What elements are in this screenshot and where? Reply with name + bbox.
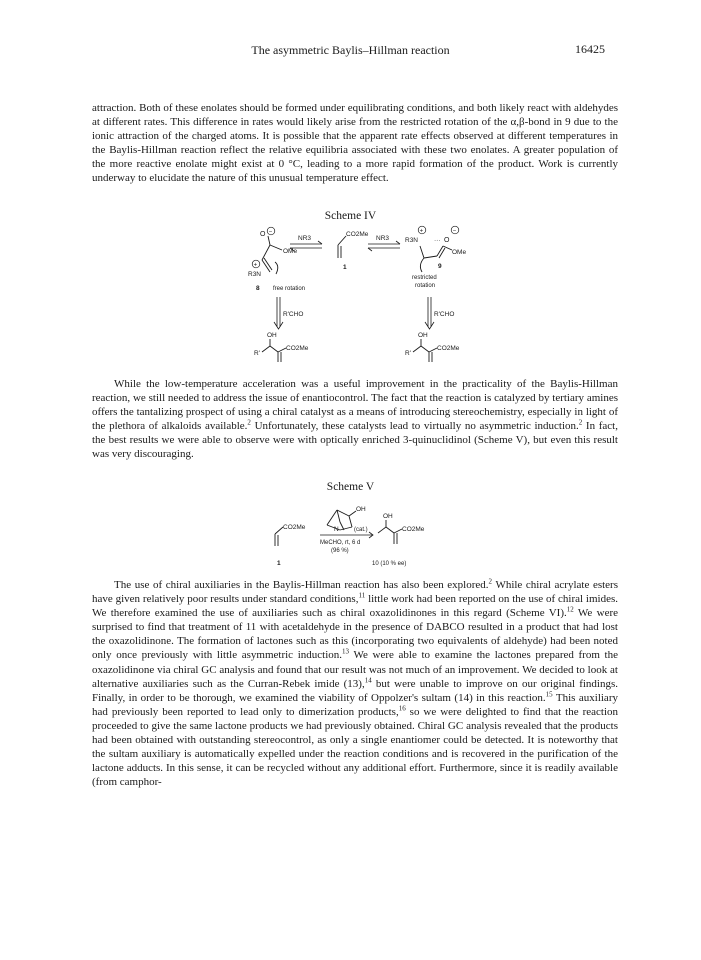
text-segment: We were able to examine the lactones prepared from the oxazolidinone via chiral GC analysis and found that our result was not much of an improvement. We decided to look at alternative auxiliaries such as the Curran-Rebek imide (13), — [92, 649, 618, 690]
enolate-o-atom: O — [260, 231, 266, 238]
text-segment: so we were delighted to find that the reaction proceeded to give the same lactone products we had previously obtained. Chiral GC analysis revealed that the products had been obtained with outstanding stereocontrol, as only a single enantiomer could be detected. It is noteworthy that the sultam auxiliary is automatically expelled under the reaction conditions and is recovered in the purification of the lactone adducts. In this sense, it can be recycled without any additional effort. Furthermore, since it is readily available (from camphor- — [92, 705, 618, 789]
product-ester-v: CO2Me — [402, 526, 425, 533]
positive-charge-right: + — [419, 228, 424, 235]
catalyst-amount: (cat.) — [354, 527, 368, 533]
reaction-yield: (96 %) — [331, 548, 349, 554]
scheme-iv-title: Scheme IV — [324, 210, 377, 222]
quinuclidinol-structure — [327, 510, 356, 530]
hydroxyl-left: OH — [267, 332, 277, 339]
product-ester-right: CO2Me — [437, 345, 460, 352]
acrylate-ester: CO2Me — [346, 231, 369, 238]
citation: 11 — [358, 591, 366, 600]
product-10-label: 10 (10 % ee) — [372, 561, 407, 567]
catalyst-nitrogen: N — [334, 526, 339, 533]
citation: 2 — [578, 418, 583, 427]
text-segment: In fact, the best results we were able to observe were with optically enriched 3-quinuclidinol (Scheme V), but even this result was very discouraging. — [92, 420, 618, 461]
catalyst-hydroxyl: OH — [356, 506, 366, 513]
citation: 15 — [545, 690, 553, 699]
reagent-nr3-right: NR3 — [376, 235, 390, 242]
page-number: 16425 — [575, 42, 605, 56]
text-segment: While the low-temperature acceleration was a useful improvement in the practicality of the Baylis-Hillman reaction, we still needed to address the issue of enantiocontrol. The fact that the reaction is catalyzed by tertiary amines offers the tantalizing prospect of using a chiral catalyst as a means of introducing stereochemistry, especially in light of the plethora of alkaloids available. — [92, 378, 618, 433]
citation: 2 — [488, 577, 493, 586]
product-hydroxyl-v: OH — [383, 513, 393, 520]
text-segment: We were surprised to find that treatment of 11 with acetaldehyde in the presence of DABCO resulted in a product that had lost the oxazolidinone. The formation of lactones such as this (incorporating two equivalents of aldehyde) had been noted only once previously with little asymmetric induction. — [92, 607, 618, 662]
paragraph-chiral-auxiliaries — [92, 578, 618, 789]
restricted-label: restricted — [412, 275, 437, 281]
paragraph-enolate-discussion: attraction. Both of these enolates should be formed under equilibrating conditions, and both likely react with aldehydes at different rates. This difference in rates would likely arise from the restricted rotation of the α,β-bond in 9 due to the ionic attraction of the charged atoms. It is possible that the apparent rate effects observed at different temperatures in the Baylis-Hillman reaction reflect the relative equilibria associated with these two enolates. A greater population of the more reactive enolate might exist at 0 °C, leading to a more rapid formation of the product. Work is currently underway to elucidate the nature of this unusual temperature effect. — [92, 102, 618, 185]
scheme-v-title: Scheme V — [326, 481, 375, 493]
aldehyde-left: R'CHO — [283, 311, 304, 318]
positive-charge-left: + — [253, 262, 258, 269]
negative-charge-left: − — [268, 229, 273, 236]
text-segment: This auxiliary had previously been reported to lead only to dimerization products, — [92, 691, 618, 718]
citation: 14 — [364, 676, 372, 684]
text-segment: While chiral acrylate esters have given relatively poor results under standard conditions, — [92, 579, 618, 606]
r-prime-right: R' — [405, 350, 411, 357]
text-segment: Unfortunately, these catalysts lead to virtually no asymmetric induction. — [250, 420, 579, 433]
reaction-conditions: MeCHO, rt, 6 d — [320, 540, 361, 546]
citation: 16 — [398, 704, 406, 713]
text-segment: The use of chiral auxiliaries in the Baylis-Hillman reaction has also been explored. — [114, 579, 489, 591]
text-segment: but were unable to improve on our original findings. Finally, in order to be thorough, we examined the viability of Oppolzer's sultam (14) in this reaction. — [92, 677, 618, 704]
enolate-o-atom-right: O — [444, 237, 450, 244]
citation: 2 — [247, 418, 251, 427]
compound-9-label: 9 — [438, 263, 442, 270]
methoxy-right: OMe — [452, 249, 467, 256]
aldehyde-right: R'CHO — [434, 311, 455, 318]
text-segment: little work had been reported on the use of chiral imides. We therefore examined the use of auxiliaries such as chiral oxazolidinones in this regard (Scheme VI). — [92, 593, 619, 620]
reagent-nr3-left: NR3 — [298, 235, 312, 242]
negative-charge-right: − — [452, 228, 457, 235]
product-10-structure — [378, 520, 402, 544]
running-header-title: The asymmetric Baylis–Hillman reaction — [251, 43, 450, 57]
r-prime-left: R' — [254, 350, 260, 357]
compound-1-label: 1 — [343, 264, 347, 271]
rotation-label: rotation — [415, 283, 436, 289]
compound-8-label: 8 — [256, 285, 260, 292]
methoxy-left: OMe — [283, 248, 298, 255]
ammonium-left: R3N — [248, 271, 262, 278]
compound-1-label-v: 1 — [277, 560, 281, 567]
ammonium-right: R3N — [405, 237, 419, 244]
free-rotation-label: free rotation — [273, 286, 306, 292]
acrylate-ester-v: CO2Me — [283, 524, 306, 531]
acrylate-1-structure-v — [275, 527, 283, 546]
hydroxyl-right: OH — [418, 332, 428, 339]
citation: 13 — [342, 647, 350, 656]
product-ester-left: CO2Me — [286, 345, 309, 352]
citation: 12 — [566, 605, 574, 614]
dotted-interaction: ··· — [434, 237, 441, 244]
